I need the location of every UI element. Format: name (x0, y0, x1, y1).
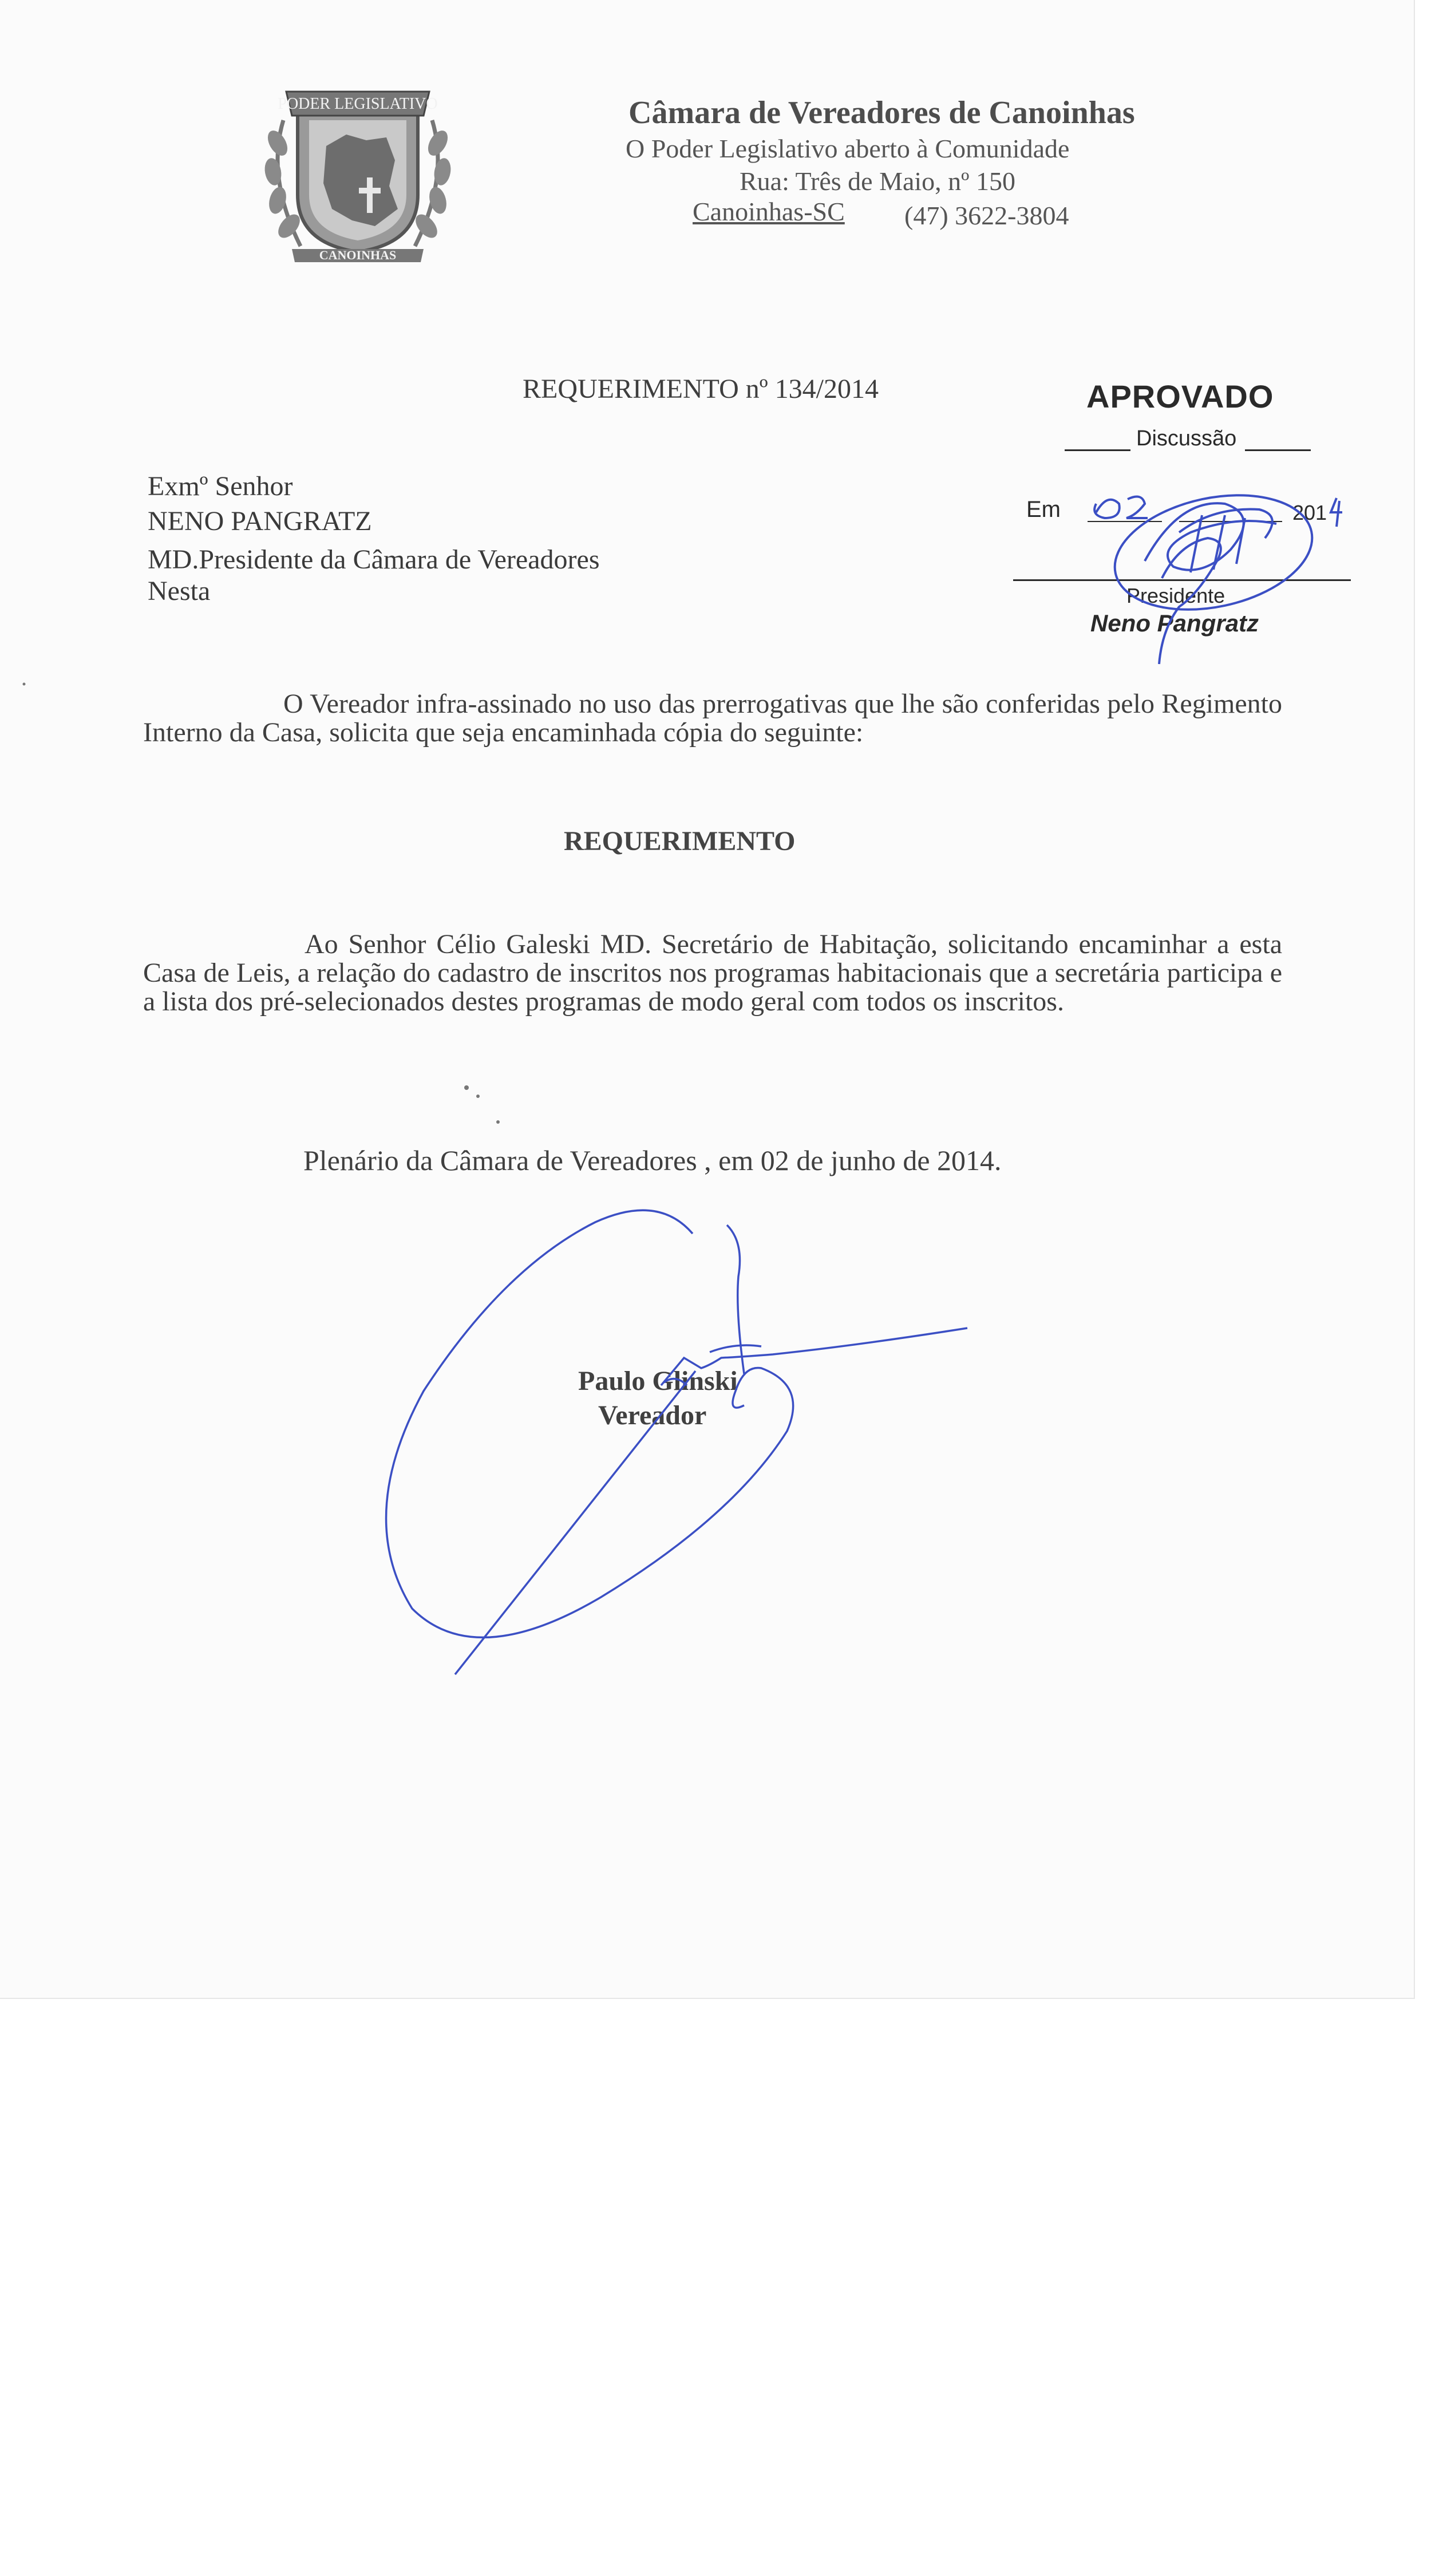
stamp-discussion-line-left (1065, 449, 1130, 451)
signatory-name: Paulo Glinski (578, 1366, 738, 1396)
institution-city: Canoinhas-SC (693, 197, 845, 226)
stamp-role: Presidente (1126, 584, 1225, 607)
stamp-discussion-line-right (1245, 449, 1311, 451)
stamp-date-line-month (1179, 521, 1282, 522)
coat-of-arms-icon (260, 80, 455, 263)
intro-paragraph: O Vereador infra-assinado no uso das prerrogativas que lhe são conferidas pelo Regimento Interno da Casa, solicita que seja encaminhada cópia do seguinte: (143, 689, 1282, 748)
place-and-date: Plenário da Câmara de Vereadores , em 02 de junho de 2014. (303, 1144, 1002, 1176)
recipient-name: NENO PANGRATZ (148, 506, 372, 536)
stamp-discussion-label: Discussão (1136, 426, 1237, 451)
stamp-title: APROVADO (1086, 378, 1274, 414)
signatory-role: Vereador (598, 1400, 707, 1431)
request-paragraph: Ao Senhor Célio Galeski MD. Secretário de Habitação, solicitando encaminhar a esta Casa de Leis, a relação do cadastro de inscritos nos programas habitacionais que a secretária participa e a lista dos pré-selecionados destes programas de modo geral com todos os inscritos. (143, 929, 1282, 1017)
salutation: Exmº Senhor (148, 471, 293, 501)
institution-name: Câmara de Vereadores de Canoinhas (628, 95, 1135, 131)
recipient-place: Nesta (148, 576, 211, 606)
stamp-name: Neno Pangratz (1090, 610, 1259, 637)
logo-lower-text: CANOINHAS (319, 248, 397, 262)
stamp-signature-line (1013, 579, 1351, 581)
request-number: REQUERIMENTO nº 134/2014 (523, 374, 879, 404)
stamp-date-line-day (1088, 521, 1162, 522)
logo-banner-text: PODER LEGISLATIVO (278, 95, 438, 113)
institution-motto: O Poder Legislativo aberto à Comunidade (626, 134, 1070, 163)
institution-address: Rua: Três de Maio, nº 150 (740, 167, 1015, 196)
section-title: REQUERIMENTO (564, 826, 796, 856)
stamp-date-prefix: Em (1026, 497, 1061, 522)
recipient-role: MD.Presidente da Câmara de Vereadores (148, 544, 600, 575)
stamp-date-year: 201 (1292, 501, 1327, 524)
institution-phone: (47) 3622-3804 (904, 201, 1069, 230)
